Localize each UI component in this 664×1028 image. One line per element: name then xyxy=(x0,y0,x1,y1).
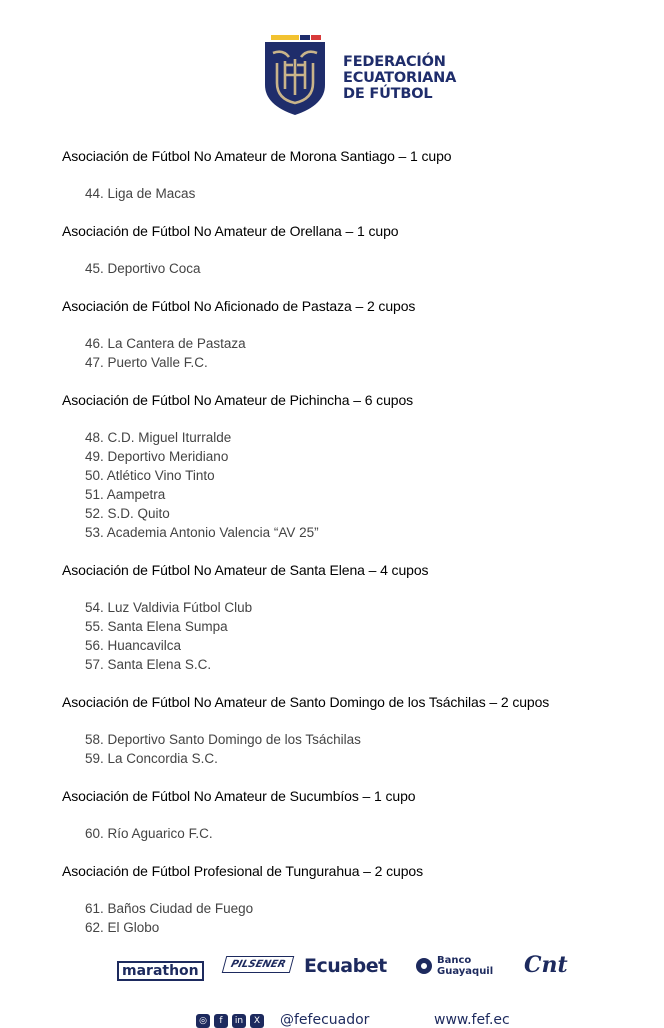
footer xyxy=(196,1014,526,1028)
list-item: 60. Río Aguarico F.C. xyxy=(85,826,213,841)
section-title: Asociación de Fútbol No Amateur de Pichincha – 6 cupos xyxy=(62,392,414,408)
section xyxy=(62,222,642,278)
list-item: 56. Huancavilca xyxy=(85,638,182,653)
list-item: 51. Aampetra xyxy=(85,487,166,502)
list-item: 46. La Cantera de Pastaza xyxy=(85,336,246,351)
banco-ring-icon xyxy=(416,958,432,974)
brand-wordmark xyxy=(343,54,456,102)
fef-shield-logo xyxy=(263,35,327,115)
letterhead xyxy=(0,0,664,130)
section-title: Asociación de Fútbol No Amateur de Orellana – 1 cupo xyxy=(62,223,399,239)
list-item: 62. El Globo xyxy=(85,920,160,935)
pilsener-logo: PILSENER xyxy=(222,956,295,973)
facebook-icon[interactable]: f xyxy=(214,1014,228,1028)
section-title: Asociación de Fútbol Profesional de Tungurahua – 2 cupos xyxy=(62,863,423,879)
list-item: 57. Santa Elena S.C. xyxy=(85,657,212,672)
section-title: Asociación de Fútbol No Aficionado de Pastaza – 2 cupos xyxy=(62,298,416,314)
ecuabet-logo: Ecuabet xyxy=(304,955,387,977)
list-item: 59. La Concordia S.C. xyxy=(85,751,218,766)
list-item: 47. Puerto Valle F.C. xyxy=(85,355,208,370)
instagram-icon[interactable]: ◎ xyxy=(196,1014,210,1028)
banco-guayaquil-logo xyxy=(416,955,493,977)
section xyxy=(62,561,642,674)
club-list xyxy=(62,147,642,956)
x-icon[interactable]: X xyxy=(250,1014,264,1028)
section xyxy=(62,862,642,937)
banco-line: Banco xyxy=(437,955,472,966)
sponsor-bar xyxy=(110,950,600,986)
brand-line: FEDERACIÓN xyxy=(343,54,446,70)
banco-line: Guayaquil xyxy=(437,966,494,977)
list-item: 45. Deportivo Coca xyxy=(85,261,201,276)
brand-line: DE FÚTBOL xyxy=(343,86,433,102)
list-item: 44. Liga de Macas xyxy=(85,186,196,201)
section xyxy=(62,391,642,542)
section xyxy=(62,693,642,768)
list-item: 50. Atlético Vino Tinto xyxy=(85,468,215,483)
section xyxy=(62,297,642,372)
linkedin-icon[interactable]: in xyxy=(232,1014,246,1028)
list-item: 48. C.D. Miguel Iturralde xyxy=(85,430,232,445)
section-title: Asociación de Fútbol No Amateur de Santa Elena – 4 cupos xyxy=(62,562,429,578)
list-item: 52. S.D. Quito xyxy=(85,506,170,521)
list-item: 58. Deportivo Santo Domingo de los Tsáchilas xyxy=(85,732,361,747)
list-item: 49. Deportivo Meridiano xyxy=(85,449,229,464)
list-item: 54. Luz Valdivia Fútbol Club xyxy=(85,600,253,615)
section-title: Asociación de Fútbol No Amateur de Morona Santiago – 1 cupo xyxy=(62,148,452,164)
social-handle[interactable]: @fefecuador xyxy=(280,1012,370,1028)
brand-line: ECUATORIANA xyxy=(343,70,457,86)
section xyxy=(62,147,642,203)
list-item: 55. Santa Elena Sumpa xyxy=(85,619,228,634)
list-item: 61. Baños Ciudad de Fuego xyxy=(85,901,254,916)
section-title: Asociación de Fútbol No Amateur de Sucumbíos – 1 cupo xyxy=(62,788,416,804)
section xyxy=(62,787,642,843)
cnt-logo: Cnt xyxy=(524,952,568,978)
section-title: Asociación de Fútbol No Amateur de Santo Domingo de los Tsáchilas – 2 cupos xyxy=(62,694,550,710)
marathon-logo: marathon xyxy=(117,961,204,981)
website-link[interactable]: www.fef.ec xyxy=(434,1012,510,1028)
list-item: 53. Academia Antonio Valencia “AV 25” xyxy=(85,525,319,540)
